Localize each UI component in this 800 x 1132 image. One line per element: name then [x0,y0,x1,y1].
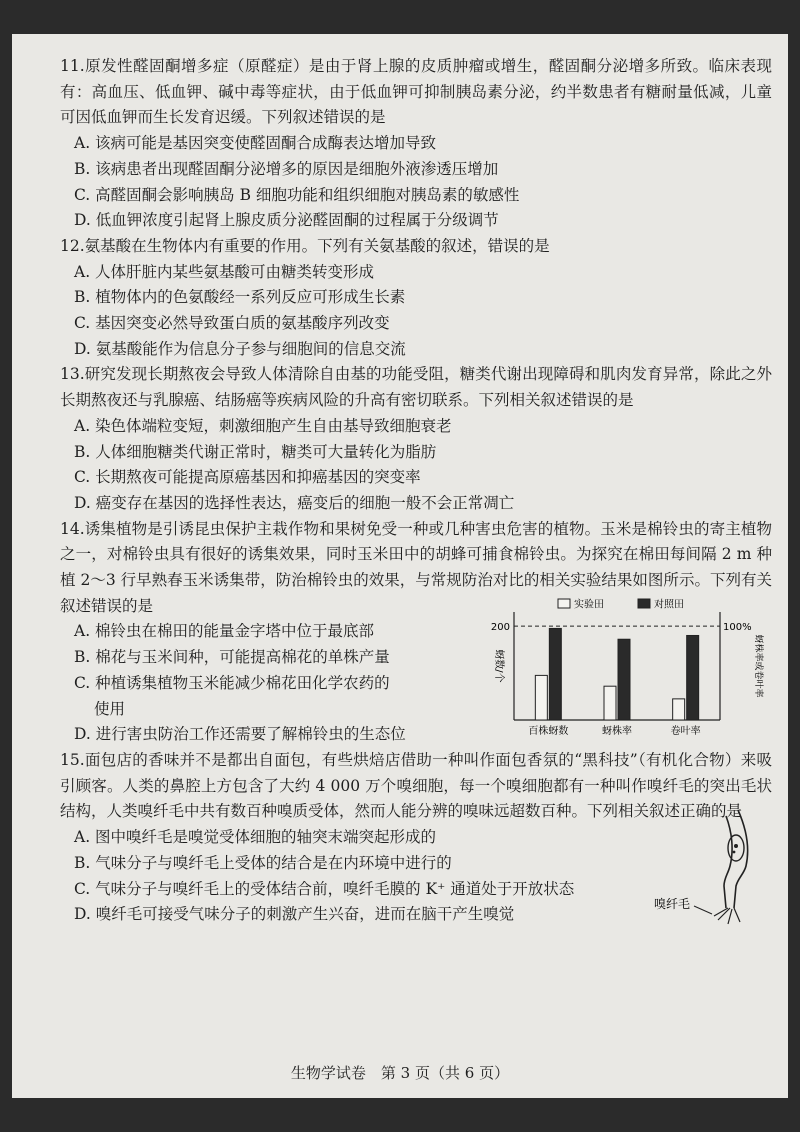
question-number: 15. [60,750,85,769]
chart-svg [472,596,772,746]
option-b[interactable]: B. 气味分子与嗅纤毛上受体的结合是在内环境中进行的 [74,853,452,872]
option-c[interactable]: C. 高醛固酮会影响胰岛 B 细胞功能和组织细胞对胰岛素的敏感性 [74,185,520,204]
question-12 [60,234,772,363]
option-d[interactable]: D. 进行害虫防治工作还需要了解棉铃虫的生态位 [74,725,406,744]
bar-chart [472,596,772,746]
bar-experiment-1 [604,686,616,720]
category-label: 卷叶率 [670,725,701,737]
olfactory-cell-figure [654,808,764,928]
question-stem: 原发性醛固酮增多症（原醛症）是由于肾上腺的皮质肿瘤或增生，醛固酮分泌增多所致。临床表现有：高血压、低血钾、碱中毒等症状，由于低血钾可抑制胰岛素分泌，约半数患者有糖耐量低减，儿童可因低血钾而生长发育迟缓。下列叙述错误的是 [60,57,772,127]
option-c[interactable]: C. 基因突变必然导致蛋白质的氨基酸序列改变 [74,314,390,333]
legend-label: 实验田 [574,599,604,611]
option-d[interactable]: D. 氨基酸能作为信息分子参与细胞间的信息交流 [74,339,406,358]
question-15 [60,748,772,928]
question-list [60,54,772,928]
category-label: 百株蚜数 [528,725,569,737]
y2-axis-label: 蚜株率或卷叶率 [753,634,763,698]
question-stem: 研究发现长期熬夜会导致人体清除自由基的功能受阻，糖类代谢出现障碍和肌肉发育异常，除此之外长期熬夜还与乳腺癌、结肠癌等疾病风险的升高有密切联系。下列相关叙述错误的是 [60,365,772,410]
page-footer: 生物学试卷 第 3 页（共 6 页） [290,1064,510,1082]
option-c-continued: 使用 [94,699,126,718]
option-b[interactable]: B. 棉花与玉米间种，可能提高棉花的单株产量 [74,648,390,667]
legend-swatch [638,599,650,608]
olfactory-cell-icon [654,808,764,928]
question-stem: 氨基酸在生物体内有重要的作用。下列有关氨基酸的叙述，错误的是 [84,236,550,255]
question-number: 11. [60,57,85,75]
option-area [60,619,470,748]
option-a[interactable]: A. 棉铃虫在棉田的能量金字塔中位于最底部 [74,622,375,641]
option-d[interactable]: D. 癌变存在基因的选择性表达，癌变后的细胞一般不会正常凋亡 [74,493,515,512]
option-c[interactable]: C. 气味分子与嗅纤毛上的受体结合前，嗅纤毛膜的 K⁺ 通道处于开放状态 [74,879,575,898]
figure-label: 嗅纤毛 [654,896,691,911]
option-d[interactable]: D. 低血钾浓度引起肾上腺皮质分泌醛固酮的过程属于分级调节 [74,211,499,230]
y-tick-label: 200 [490,622,510,634]
bar-control-0 [549,628,561,720]
question-stem: 面包店的香味并不是都出自面包，有些烘焙店借助一种叫作面包香氛的“黑科技”（有机化合物）来吸引顾客。人类的鼻腔上方包含了大约 4 000 万个嗅细胞，每一个嗅细胞都有一种叫作嗅纤毛的突出毛状结构，人类嗅纤毛中共有数百种嗅质受体，然而人能分辨的嗅味远超数百种。下列相关叙述正确的是 [60,750,772,821]
option-b[interactable]: B. 人体细胞糖类代谢正常时，糖类可大量转化为脂肪 [74,442,437,461]
option-c[interactable]: C. 种植诱集植物玉米能减少棉花田化学农药的 [74,673,390,692]
bar-experiment-0 [535,675,547,720]
option-b[interactable]: B. 植物体内的色氨酸经一系列反应可形成生长素 [74,288,406,307]
question-14 [60,517,772,748]
legend-label: 对照田 [654,599,684,611]
question-11 [60,54,772,234]
question-number: 12. [60,236,85,255]
option-a[interactable]: A. 人体肝脏内某些氨基酸可由糖类转变形成 [74,262,375,281]
question-13 [60,362,772,516]
category-label: 蚜株率 [602,725,632,737]
legend-swatch [558,599,570,608]
option-d[interactable]: D. 嗅纤毛可接受气味分子的刺激产生兴奋，进而在脑干产生嗅觉 [74,905,515,924]
question-number: 13. [60,365,85,384]
question-stem: 诱集植物是引诱昆虫保护主栽作物和果树免受一种或几种害虫危害的植物。玉米是棉铃虫的寄主植物之一，对棉铃虫具有很好的诱集效果，同时玉米田中的胡蜂可捕食棉铃虫。为探究在棉田每间隔 2 m 种植 2～3 行早熟春玉米诱集带，防治棉铃虫的效果，与常规防治对比的相关实验结果如图所示。下列有关叙述错误的是 [60,519,772,615]
option-a[interactable]: A. 该病可能是基因突变使醛固酮合成酶表达增加导致 [74,134,437,153]
exam-page [12,34,788,1098]
question-number: 14. [60,519,85,538]
option-a[interactable]: A. 染色体端粒变短，刺激细胞产生自由基导致细胞衰老 [74,416,452,435]
bar-experiment-2 [673,699,685,720]
bar-control-1 [618,639,630,720]
y-axis-label: 蚜数/个 [493,649,504,683]
option-a[interactable]: A. 图中嗅纤毛是嗅觉受体细胞的轴突末端突起形成的 [74,828,437,847]
option-c[interactable]: C. 长期熬夜可能提高原癌基因和抑癌基因的突变率 [74,468,421,487]
y2-tick-label: 100% [723,622,752,634]
option-b[interactable]: B. 该病患者出现醛固酮分泌增多的原因是细胞外液渗透压增加 [74,159,499,178]
bar-control-2 [687,635,699,720]
